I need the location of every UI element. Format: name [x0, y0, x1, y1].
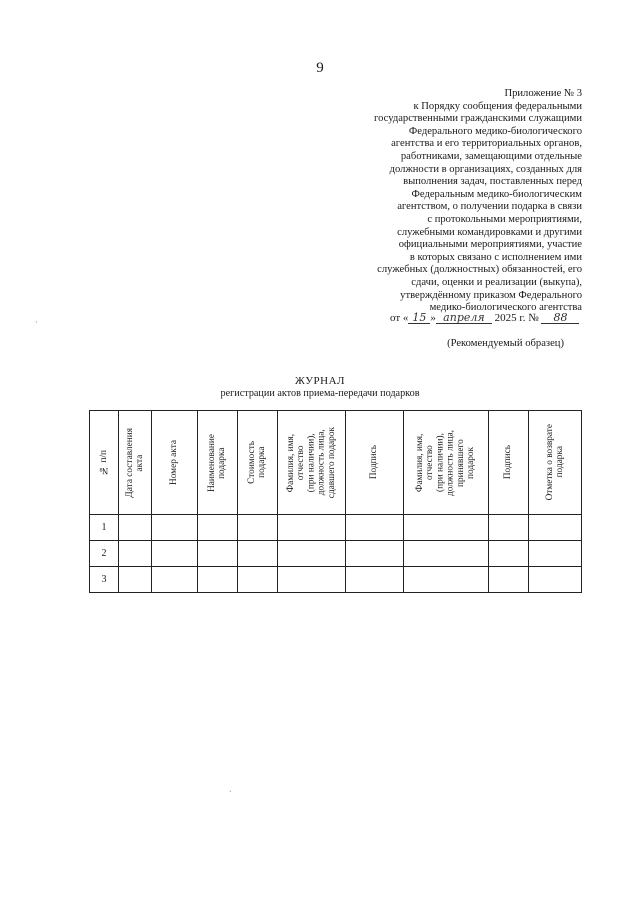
- row-number: 3: [90, 567, 119, 593]
- table-cell: [529, 567, 582, 593]
- column-header: [529, 411, 582, 515]
- table-cell: [489, 541, 529, 567]
- scan-speck: ·: [35, 318, 38, 327]
- sample-note: (Рекомендуемый образец): [447, 338, 564, 349]
- column-header: [489, 411, 529, 515]
- journal-table: [89, 410, 582, 593]
- table-cell: [238, 515, 278, 541]
- table-cell: [489, 515, 529, 541]
- column-header-label: Фамилия, имя, отчество (при наличии), должность лица, принявшего подарок: [415, 429, 477, 496]
- appendix-line: медико-биологического агентства: [429, 302, 582, 314]
- column-header: [152, 411, 198, 515]
- table-cell: [152, 515, 198, 541]
- appendix-line: работниками, замещающими отдельные: [400, 150, 582, 162]
- table-cell: [346, 567, 404, 593]
- table-cell: [238, 541, 278, 567]
- journal-title: [0, 375, 640, 400]
- appendix-line: в которых связано с исполнением ими: [409, 251, 582, 263]
- date-prefix: от «: [390, 312, 409, 324]
- number-prefix: №: [528, 312, 539, 324]
- column-header: [278, 411, 346, 515]
- column-header: [404, 411, 489, 515]
- table-cell: [198, 515, 238, 541]
- table-row: [90, 515, 582, 541]
- column-header-label: № п/п: [98, 450, 109, 475]
- appendix-line: служебными командировками и другими: [397, 226, 582, 238]
- scan-speck: ˏ: [229, 783, 232, 792]
- table-cell: [152, 567, 198, 593]
- table-cell: [489, 567, 529, 593]
- column-header: [90, 411, 119, 515]
- row-number: 2: [90, 541, 119, 567]
- appendix-line: с протокольными мероприятиями,: [427, 213, 582, 225]
- handwritten-month: апреля: [436, 312, 492, 324]
- approval-date-line: [390, 312, 590, 324]
- column-header-label: Подпись: [503, 445, 514, 480]
- appendix-line: Федерального медико-биологического: [408, 125, 582, 137]
- table-cell: [404, 515, 489, 541]
- date-year: 2025 г.: [494, 312, 526, 324]
- appendix-header: [342, 88, 582, 315]
- appendix-line: должности в организациях, созданных для: [389, 163, 582, 175]
- column-header: [346, 411, 404, 515]
- title-sub: регистрации актов приема-передачи подарков: [220, 387, 420, 399]
- column-header-label: Стоимость подарка: [247, 441, 268, 484]
- table-cell: [404, 567, 489, 593]
- table-row: [90, 541, 582, 567]
- appendix-line: государственными гражданскими служащими: [373, 113, 582, 125]
- appendix-line: Федеральным медико-биологическим: [411, 188, 582, 200]
- column-header: [198, 411, 238, 515]
- table-header-row: [90, 411, 582, 515]
- handwritten-day: 15: [408, 312, 430, 324]
- table-cell: [529, 515, 582, 541]
- column-header-label: Номер акта: [169, 440, 180, 485]
- date-mid: »: [430, 312, 436, 324]
- column-header: [238, 411, 278, 515]
- appendix-line: к Порядку сообщения федеральными: [413, 100, 582, 112]
- column-header-label: Дата составления акта: [124, 427, 145, 498]
- column-header-label: Фамилия, имя, отчество (при наличии), должность лица, сдавшего подарок: [285, 426, 337, 499]
- table-cell: [152, 541, 198, 567]
- table-cell: [198, 541, 238, 567]
- appendix-line: Приложение № 3: [504, 88, 582, 99]
- appendix-line: официальными мероприятиями, участие: [398, 239, 582, 251]
- table-cell: [346, 541, 404, 567]
- column-header-label: Наименование подарка: [207, 433, 228, 492]
- appendix-line: служебных (должностных) обязанностей, его: [377, 264, 582, 276]
- title-main: ЖУРНАЛ: [295, 375, 345, 387]
- appendix-line: утверждённому приказом Федерального: [400, 289, 582, 301]
- appendix-line: сдачи, оценки и реализации (выкупа),: [411, 276, 582, 288]
- table-cell: [119, 567, 152, 593]
- appendix-line: выполнения задач, поставленных перед: [403, 176, 582, 188]
- column-header: [119, 411, 152, 515]
- column-header-label: Подпись: [369, 445, 380, 480]
- table-cell: [119, 541, 152, 567]
- table-cell: [278, 515, 346, 541]
- appendix-line: агентством, о получении подарка в связи: [397, 201, 582, 213]
- table-cell: [529, 541, 582, 567]
- row-number: 1: [90, 515, 119, 541]
- table-row: [90, 567, 582, 593]
- handwritten-number: 88: [541, 312, 579, 324]
- appendix-line: агентства и его территориальных органов,: [391, 138, 582, 150]
- table-cell: [238, 567, 278, 593]
- page-number: 9: [316, 60, 324, 76]
- table-cell: [346, 515, 404, 541]
- column-header-label: Отметка о возврате подарка: [544, 424, 565, 501]
- table-cell: [404, 541, 489, 567]
- table-cell: [198, 567, 238, 593]
- table-cell: [278, 541, 346, 567]
- table-cell: [119, 515, 152, 541]
- table-cell: [278, 567, 346, 593]
